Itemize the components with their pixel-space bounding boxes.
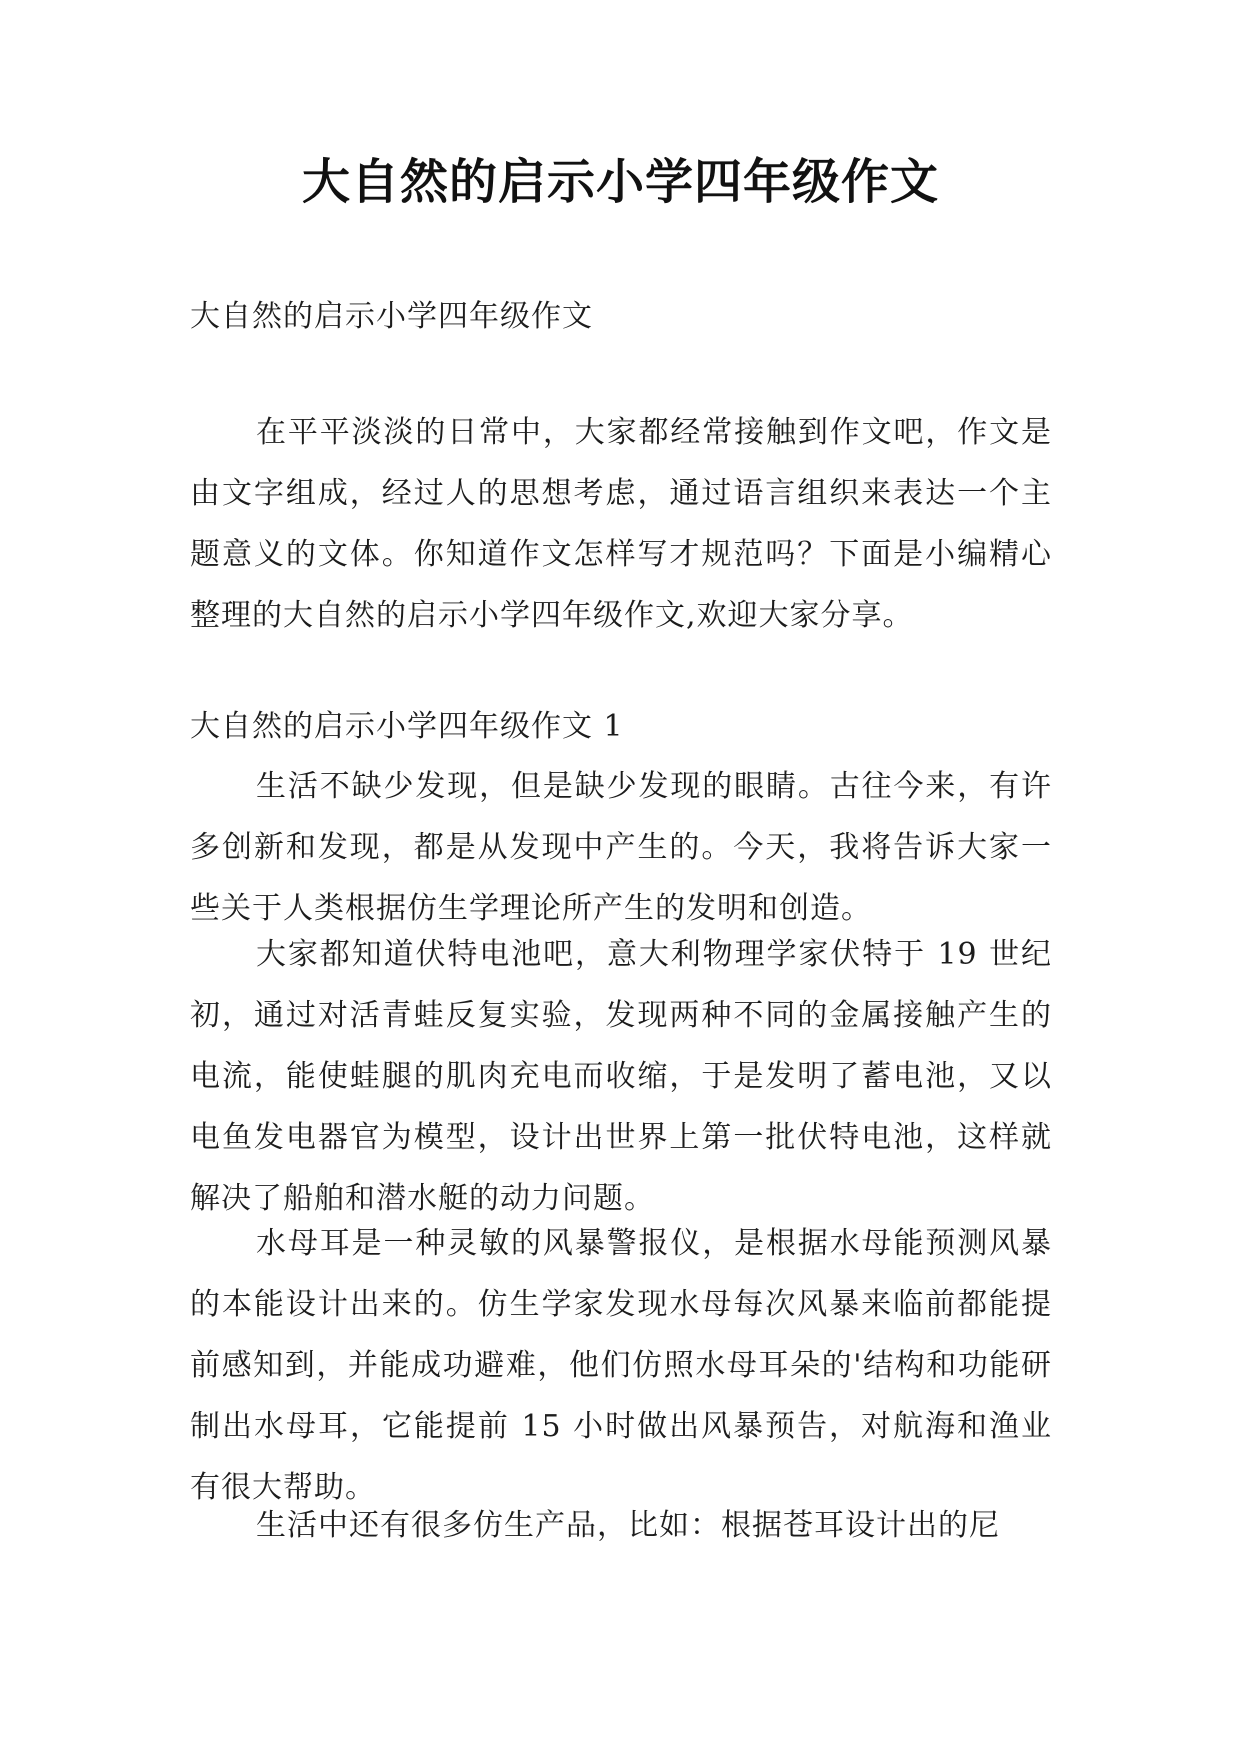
body-paragraph: 水母耳是一种灵敏的风暴警报仪，是根据水母能预测风暴的本能设计出来的。仿生学家发现水母每次风暴来临前都能提前感知到，并能成功避难，他们仿照水母耳朵的'结构和功能研制出水母耳，它能提前 15 小时做出风暴预告，对航海和渔业有很大帮助。 xyxy=(190,1226,1052,1505)
body-paragraph: 大家都知道伏特电池吧，意大利物理学家伏特于 19 世纪初，通过对活青蛙反复实验，发现两种不同的金属接触产生的电流，能使蛙腿的肌肉充电而收缩，于是发明了蓄电池，又以电鱼发电器官为模型，设计出世界上第一批伏特电池，这样就解决了船舶和潜水艇的动力问题。 xyxy=(190,937,1052,1216)
body-paragraph: 生活中还有很多仿生产品，比如：根据苍耳设计出的尼 xyxy=(256,1508,1000,1543)
body-paragraph: 生活不缺少发现，但是缺少发现的眼睛。古往今来，有许多创新和发现，都是从发现中产生的。今天，我将告诉大家一些关于人类根据仿生学理论所产生的发明和创造。 xyxy=(190,769,1052,926)
section-heading: 大自然的启示小学四年级作文 1 xyxy=(190,709,624,744)
document-title: 大自然的启示小学四年级作文 xyxy=(301,154,939,210)
document-subtitle: 大自然的启示小学四年级作文 xyxy=(190,299,593,334)
intro-paragraph: 在平平淡淡的日常中，大家都经常接触到作文吧，作文是由文字组成，经过人的思想考虑，通过语言组织来表达一个主题意义的文体。你知道作文怎样写才规范吗？下面是小编精心整理的大自然的启示小学四年级作文,欢迎大家分享。 xyxy=(190,415,1052,633)
